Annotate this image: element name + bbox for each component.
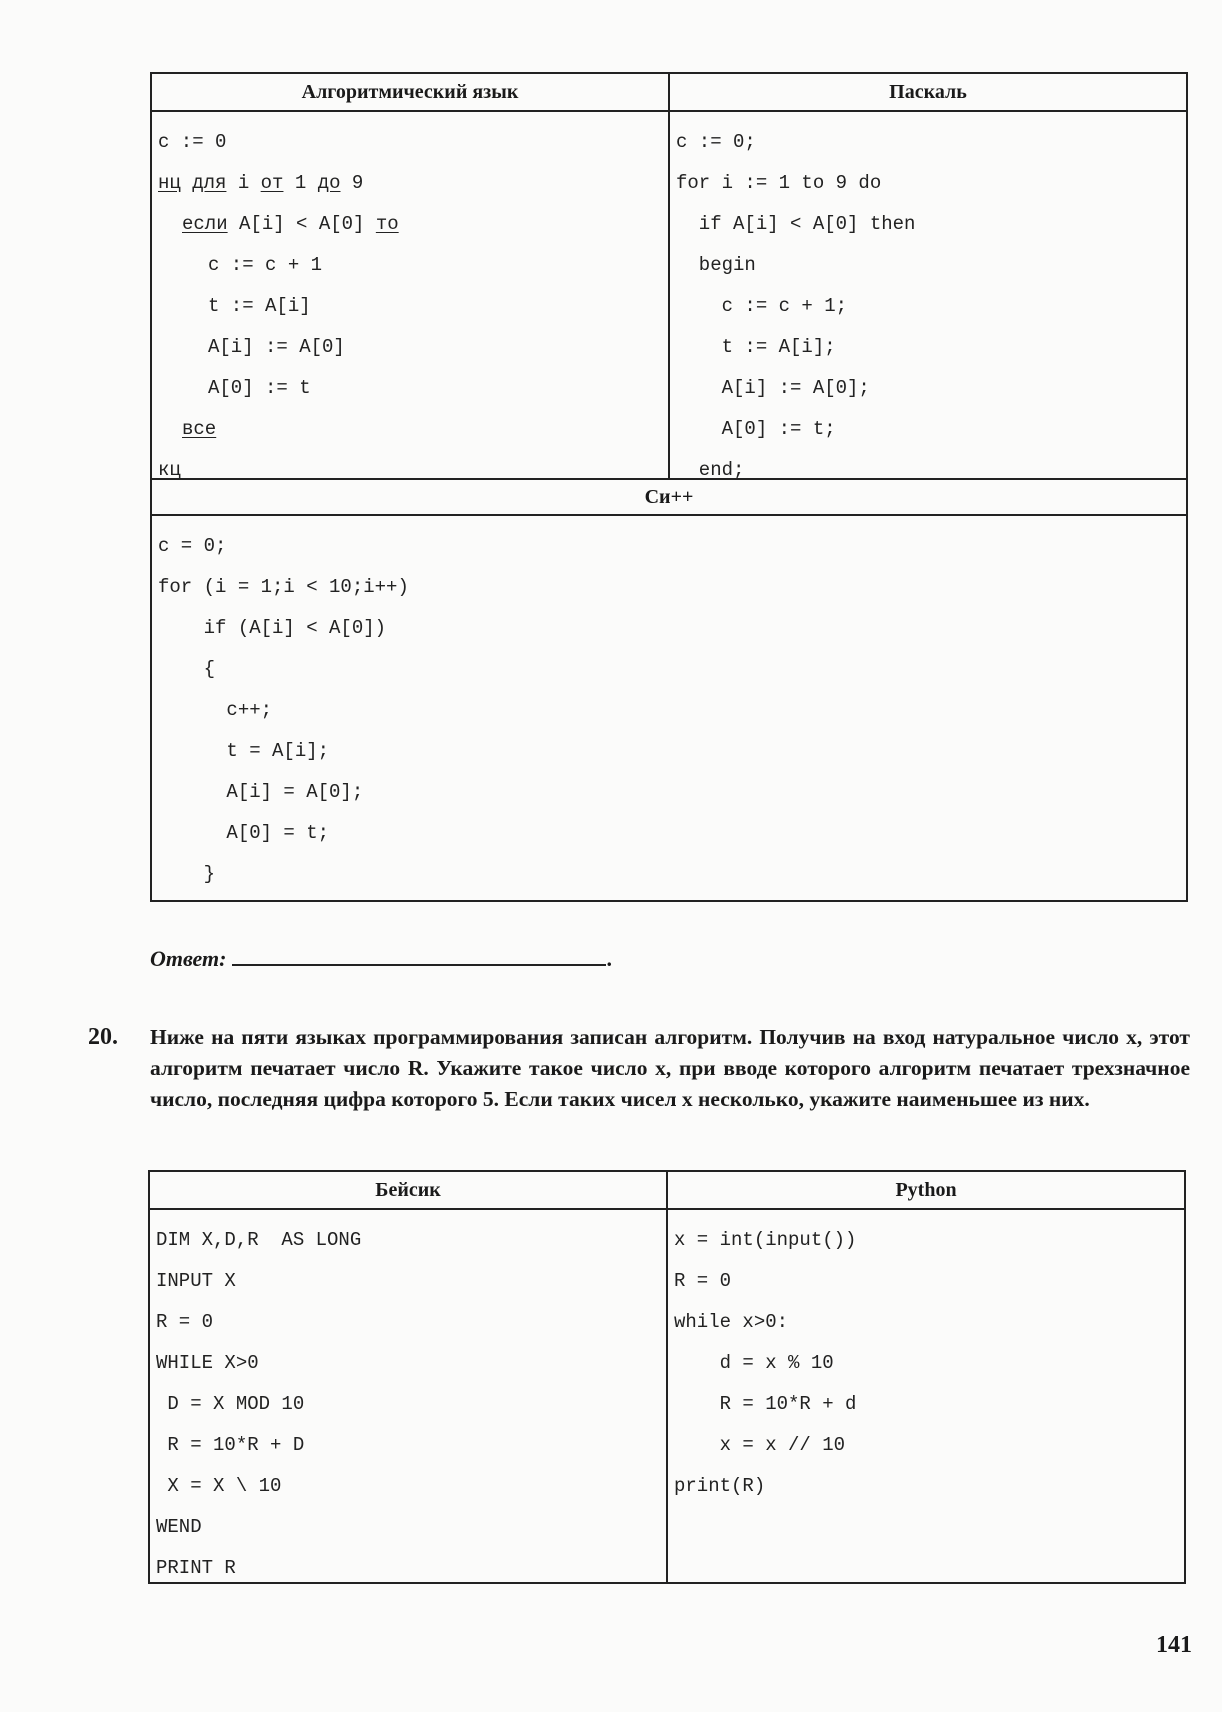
code-line <box>158 450 668 491</box>
code-line: while x>0: <box>674 1311 789 1333</box>
table1-code-row <box>152 112 1186 481</box>
code-line: d = x % 10 <box>674 1352 834 1374</box>
code-line: WEND <box>156 1516 202 1538</box>
answer-dot: . <box>606 946 612 971</box>
answer-label: Ответ: <box>150 946 227 971</box>
python-code <box>668 1210 1184 1582</box>
code-line: x = int(input()) <box>674 1229 857 1251</box>
code-line: begin <box>676 254 756 276</box>
code-line: if (A[i] < A[0]) <box>158 617 387 639</box>
code-table-1 <box>150 72 1188 902</box>
keyword: нц <box>158 172 181 194</box>
code-line: end; <box>676 459 745 481</box>
keyword: кц <box>158 459 181 481</box>
code-line: R = 10*R + D <box>156 1434 305 1456</box>
code-line: DIM X,D,R AS LONG <box>156 1229 362 1251</box>
code-text: 1 <box>283 172 318 194</box>
table2-header-row <box>150 1172 1184 1210</box>
code-line: A[i] := A[0] <box>208 336 345 358</box>
code-table-2 <box>148 1170 1186 1584</box>
code-line: print(R) <box>674 1475 766 1497</box>
code-line: INPUT X <box>156 1270 236 1292</box>
code-line: R = 10*R + d <box>674 1393 857 1415</box>
question-text: Ниже на пяти языках программирования записан алгоритм. Получив на вход натуральное число x, этот алгоритм печатает число R. Укажите такое число x, при вводе которого алгоритм печатает трехзначное число, последняя цифра которого 5. Если таких чисел x несколько, укажите наименьшее из них. <box>150 1025 1190 1111</box>
table2-code-row <box>150 1210 1184 1582</box>
code-line: x = x // 10 <box>674 1434 846 1456</box>
algo-code <box>152 112 670 481</box>
keyword: для <box>192 172 227 194</box>
code-line: t := A[i] <box>208 295 311 317</box>
code-line: WHILE X>0 <box>156 1352 259 1374</box>
code-line <box>158 204 668 245</box>
basic-header: Бейсик <box>150 1172 668 1210</box>
answer-line <box>150 942 612 972</box>
code-line: t = A[i]; <box>158 740 330 762</box>
code-line: A[i] := A[0]; <box>676 377 870 399</box>
code-text: A[i] < A[0] <box>227 213 376 235</box>
keyword: то <box>375 213 399 235</box>
code-line: c++; <box>158 699 273 721</box>
code-line: c := 0; <box>676 131 756 153</box>
keyword: от <box>260 172 284 194</box>
code-line: for (i = 1;i < 10;i++) <box>158 576 409 598</box>
code-line <box>158 409 668 450</box>
code-line: X = X \ 10 <box>156 1475 282 1497</box>
code-line: for i := 1 to 9 do <box>676 172 882 194</box>
cpp-code <box>152 516 1186 895</box>
code-line: D = X MOD 10 <box>156 1393 305 1415</box>
answer-blank[interactable] <box>232 942 606 966</box>
code-text: 9 <box>340 172 364 194</box>
code-line: t := A[i]; <box>676 336 836 358</box>
code-line: R = 0 <box>156 1311 214 1333</box>
code-line <box>158 163 668 204</box>
keyword: если <box>182 213 228 235</box>
keyword: до <box>317 172 341 194</box>
code-text: i <box>226 172 261 194</box>
page-number: 141 <box>1156 1632 1192 1658</box>
code-line: } <box>158 863 216 885</box>
code-line: { <box>158 658 216 680</box>
code-line: c := 0 <box>158 131 227 153</box>
code-line: A[i] = A[0]; <box>158 781 364 803</box>
cpp-header: Си++ <box>152 478 1186 516</box>
question-number: 20. <box>88 1024 118 1050</box>
table1-header-row <box>152 74 1186 112</box>
pascal-header: Паскаль <box>670 74 1186 112</box>
code-line: R = 0 <box>674 1270 732 1292</box>
python-header: Python <box>668 1172 1184 1210</box>
algo-header: Алгоритмический язык <box>152 74 670 112</box>
code-line: c = 0; <box>158 535 227 557</box>
basic-code <box>150 1210 668 1582</box>
code-line: A[0] := t; <box>676 418 836 440</box>
pascal-code <box>670 112 1186 481</box>
keyword: все <box>182 418 217 440</box>
code-line: A[0] = t; <box>158 822 330 844</box>
code-line: A[0] := t <box>208 377 311 399</box>
code-line: c := c + 1 <box>208 254 323 276</box>
code-line: if A[i] < A[0] then <box>676 213 916 235</box>
code-line: PRINT R <box>156 1557 236 1579</box>
code-line: c := c + 1; <box>676 295 848 317</box>
